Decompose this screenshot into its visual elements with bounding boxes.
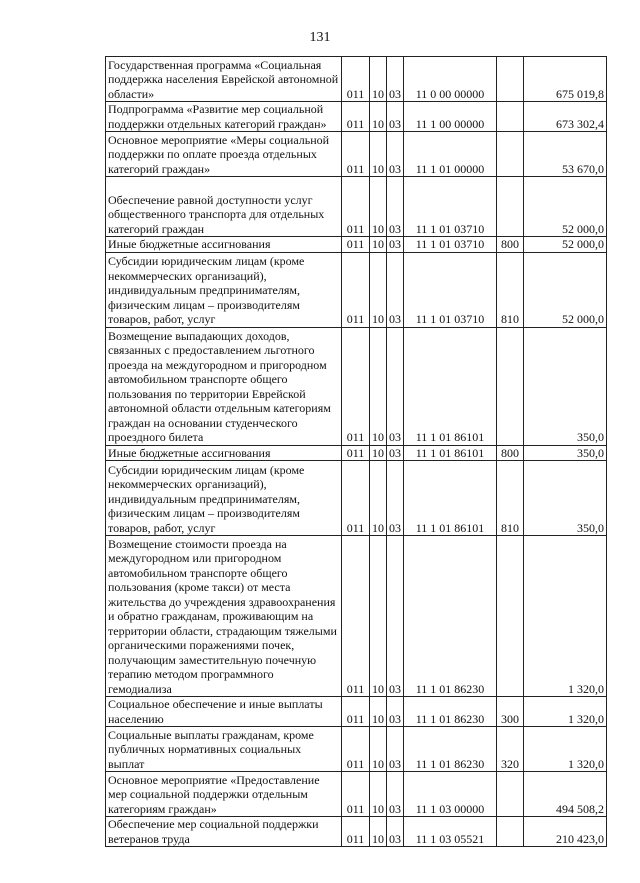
subsection-code: 03 — [387, 536, 404, 697]
table-row — [106, 132, 607, 177]
subsection-code: 03 — [387, 237, 404, 253]
table-row — [106, 772, 607, 817]
row-name: Социальное обеспечение и иные выплаты населению — [106, 697, 342, 727]
ministry-code: 011 — [342, 727, 370, 772]
row-name: Государственная программа «Социальная поддержка населения Еврейской автономной области» — [106, 57, 342, 102]
target-article-code: 11 1 01 03710 — [404, 177, 497, 237]
row-name: Иные бюджетные ассигнования — [106, 237, 342, 253]
amount-value: 673 302,4 — [524, 102, 607, 132]
amount-value: 52 000,0 — [524, 177, 607, 237]
target-article-code: 11 1 00 00000 — [404, 102, 497, 132]
subsection-code: 03 — [387, 132, 404, 177]
target-article-code: 11 1 03 05521 — [404, 817, 497, 847]
target-article-code: 11 1 01 86101 — [404, 327, 497, 445]
ministry-code: 011 — [342, 102, 370, 132]
expense-type-code: 810 — [497, 461, 524, 536]
subsection-code: 03 — [387, 461, 404, 536]
subsection-code: 03 — [387, 252, 404, 327]
table-row — [106, 536, 607, 697]
ministry-code: 011 — [342, 445, 370, 461]
row-name: Обеспечение равной доступности услуг общественного транспорта для отдельных категорий граждан — [106, 177, 342, 237]
section-code: 10 — [370, 697, 387, 727]
section-code: 10 — [370, 177, 387, 237]
budget-table — [105, 56, 607, 847]
subsection-code: 03 — [387, 327, 404, 445]
table-row — [106, 461, 607, 536]
table-row — [106, 252, 607, 327]
amount-value: 1 320,0 — [524, 727, 607, 772]
subsection-code: 03 — [387, 177, 404, 237]
section-code: 10 — [370, 461, 387, 536]
section-code: 10 — [370, 727, 387, 772]
section-code: 10 — [370, 237, 387, 253]
row-name: Основное мероприятие «Предоставление мер социальной поддержки отдельным категориям граждан» — [106, 772, 342, 817]
amount-value: 494 508,2 — [524, 772, 607, 817]
row-name: Субсидии юридическим лицам (кроме некоммерческих организаций), индивидуальным предпринимателям, физическим лицам – производителям товаров, работ, услуг — [106, 252, 342, 327]
ministry-code: 011 — [342, 461, 370, 536]
subsection-code: 03 — [387, 697, 404, 727]
table-row — [106, 697, 607, 727]
subsection-code: 03 — [387, 772, 404, 817]
amount-value: 53 670,0 — [524, 132, 607, 177]
expense-type-code: 300 — [497, 697, 524, 727]
amount-value: 350,0 — [524, 445, 607, 461]
expense-type-code — [497, 327, 524, 445]
target-article-code: 11 1 01 00000 — [404, 132, 497, 177]
expense-type-code — [497, 536, 524, 697]
ministry-code: 011 — [342, 237, 370, 253]
table-row — [106, 327, 607, 445]
amount-value: 1 320,0 — [524, 697, 607, 727]
row-name: Социальные выплаты гражданам, кроме публичных нормативных социальных выплат — [106, 727, 342, 772]
target-article-code: 11 1 03 00000 — [404, 772, 497, 817]
ministry-code: 011 — [342, 536, 370, 697]
table-row — [106, 57, 607, 102]
target-article-code: 11 1 01 86230 — [404, 536, 497, 697]
row-name: Иные бюджетные ассигнования — [106, 445, 342, 461]
section-code: 10 — [370, 102, 387, 132]
page-number: 131 — [309, 30, 331, 45]
ministry-code: 011 — [342, 177, 370, 237]
subsection-code: 03 — [387, 817, 404, 847]
amount-value: 52 000,0 — [524, 237, 607, 253]
amount-value: 675 019,8 — [524, 57, 607, 102]
subsection-code: 03 — [387, 102, 404, 132]
table-row — [106, 445, 607, 461]
section-code: 10 — [370, 817, 387, 847]
target-article-code: 11 1 01 86230 — [404, 727, 497, 772]
budget-table-body — [106, 57, 607, 847]
ministry-code: 011 — [342, 252, 370, 327]
ministry-code: 011 — [342, 132, 370, 177]
target-article-code: 11 0 00 00000 — [404, 57, 497, 102]
row-name: Возмещение стоимости проезда на междугородном или пригородном автомобильном транспорте общего пользования (кроме такси) от места жительства до учреждения здравоохранения и обратно гражданам, проживающим на территории области, страдающим тяжелыми органическими поражениями почек, получающим заместительную почечную терапию методом программного гемодиализа — [106, 536, 342, 697]
table-row — [106, 817, 607, 847]
expense-type-code: 800 — [497, 445, 524, 461]
expense-type-code — [497, 57, 524, 102]
amount-value: 350,0 — [524, 461, 607, 536]
section-code: 10 — [370, 445, 387, 461]
section-code: 10 — [370, 772, 387, 817]
expense-type-code — [497, 132, 524, 177]
ministry-code: 011 — [342, 697, 370, 727]
row-name: Основное мероприятие «Меры социальной поддержки по оплате проезда отдельных категорий граждан» — [106, 132, 342, 177]
amount-value: 350,0 — [524, 327, 607, 445]
table-row — [106, 177, 607, 237]
ministry-code: 011 — [342, 772, 370, 817]
row-name: Субсидии юридическим лицам (кроме некоммерческих организаций), индивидуальным предпринимателям, физическим лицам – производителям товаров, работ, услуг — [106, 461, 342, 536]
subsection-code: 03 — [387, 727, 404, 772]
row-name: Подпрограмма «Развитие мер социальной поддержки отдельных категорий граждан» — [106, 102, 342, 132]
expense-type-code — [497, 817, 524, 847]
row-name: Возмещение выпадающих доходов, связанных с предоставлением льготного проезда на междугородном и пригородном автомобильном транспорте общего пользования по территории Еврейской автономной области отдельным категориям граждан на основании студенческого проездного билета — [106, 327, 342, 445]
row-name: Обеспечение мер социальной поддержки ветеранов труда — [106, 817, 342, 847]
ministry-code: 011 — [342, 57, 370, 102]
subsection-code: 03 — [387, 57, 404, 102]
amount-value: 1 320,0 — [524, 536, 607, 697]
table-row — [106, 102, 607, 132]
target-article-code: 11 1 01 86101 — [404, 445, 497, 461]
section-code: 10 — [370, 536, 387, 697]
target-article-code: 11 1 01 03710 — [404, 252, 497, 327]
expense-type-code: 320 — [497, 727, 524, 772]
section-code: 10 — [370, 57, 387, 102]
expense-type-code: 810 — [497, 252, 524, 327]
subsection-code: 03 — [387, 445, 404, 461]
amount-value: 52 000,0 — [524, 252, 607, 327]
ministry-code: 011 — [342, 327, 370, 445]
section-code: 10 — [370, 252, 387, 327]
ministry-code: 011 — [342, 817, 370, 847]
expense-type-code — [497, 177, 524, 237]
section-code: 10 — [370, 132, 387, 177]
expense-type-code — [497, 102, 524, 132]
table-row — [106, 727, 607, 772]
amount-value: 210 423,0 — [524, 817, 607, 847]
target-article-code: 11 1 01 86101 — [404, 461, 497, 536]
section-code: 10 — [370, 327, 387, 445]
target-article-code: 11 1 01 03710 — [404, 237, 497, 253]
target-article-code: 11 1 01 86230 — [404, 697, 497, 727]
expense-type-code — [497, 772, 524, 817]
table-row — [106, 237, 607, 253]
expense-type-code: 800 — [497, 237, 524, 253]
